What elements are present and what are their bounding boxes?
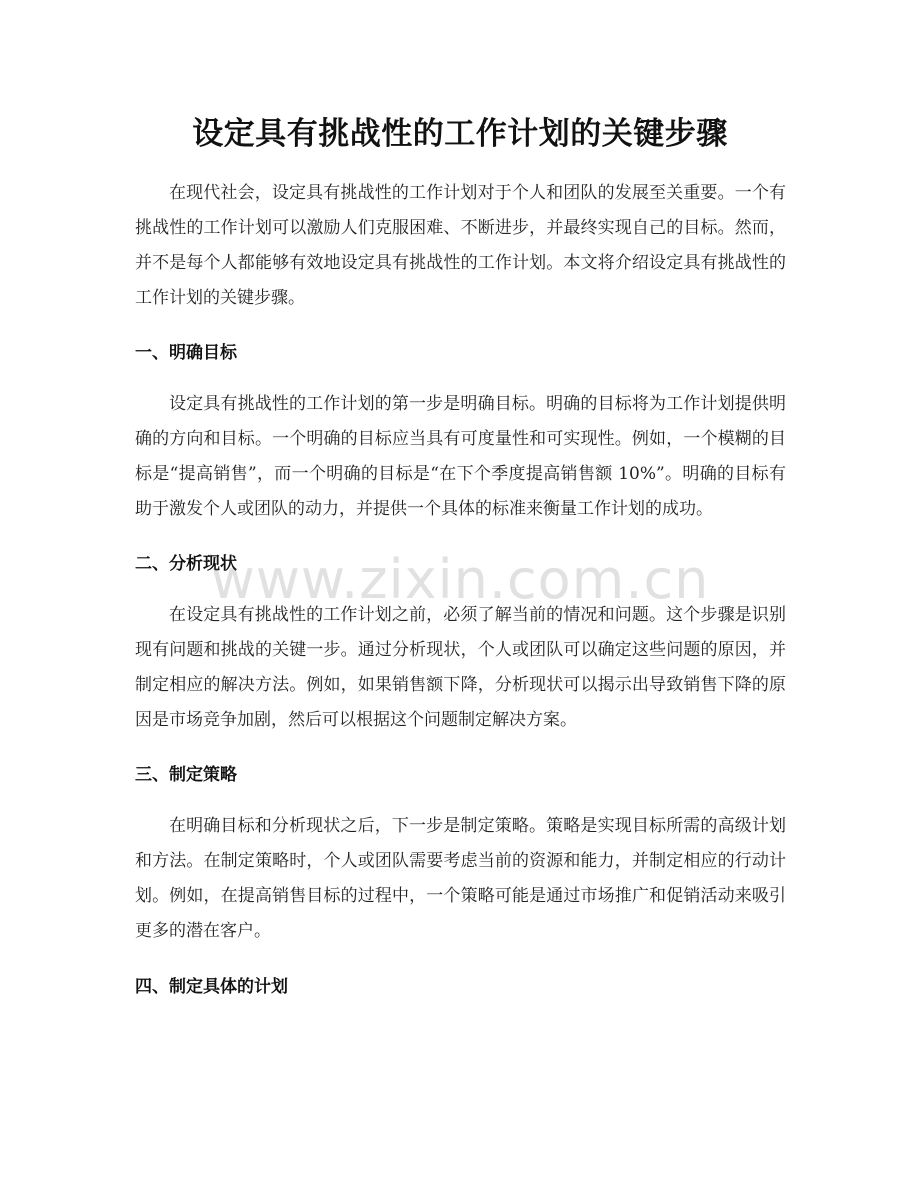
section-heading-plan: 四、制定具体的计划 bbox=[135, 977, 288, 997]
document-body bbox=[135, 176, 786, 1001]
section-body-goals: 设定具有挑战性的工作计划的第一步是明确目标。明确的目标将为工作计划提供明确的方向和目标。一个明确的目标应当具有可度量性和可实现性。例如，一个模糊的目标是“提高销售”，而一个明确的目标是“在下个季度提高销售额 10%”。明确的目标有助于激发个人或团队的动力，并提供一个具体的标准来衡量工作计划的成功。 bbox=[135, 394, 786, 519]
watermark-text: www.zixin.com.cn bbox=[210, 548, 710, 611]
document-title: 设定具有挑战性的工作计划的关键步骤 bbox=[192, 116, 728, 152]
section-body-strategy: 在明确目标和分析现状之后，下一步是制定策略。策略是实现目标所需的高级计划和方法。在制定策略时，个人或团队需要考虑当前的资源和能力，并制定相应的行动计划。例如，在提高销售目标的过程中，一个策略可能是通过市场推广和促销活动来吸引更多的潜在客户。 bbox=[135, 816, 786, 941]
section-heading-strategy: 三、制定策略 bbox=[135, 765, 237, 785]
section-body-analysis: 在设定具有挑战性的工作计划之前，必须了解当前的情况和问题。这个步骤是识别现有问题和挑战的关键一步。通过分析现状，个人或团队可以确定这些问题的原因，并制定相应的解决方法。例如，如果销售额下降，分析现状可以揭示出导致销售下降的原因是市场竞争加剧，然后可以根据这个问题制定解决方案。 bbox=[135, 605, 786, 730]
intro-paragraph: 在现代社会，设定具有挑战性的工作计划对于个人和团队的发展至关重要。一个有挑战性的工作计划可以激励人们克服困难、不断进步，并最终实现自己的目标。然而，并不是每个人都能够有效地设定具有挑战性的工作计划。本文将介绍设定具有挑战性的工作计划的关键步骤。 bbox=[135, 183, 786, 308]
section-heading-goals: 一、明确目标 bbox=[135, 343, 237, 363]
section-heading-analysis: 二、分析现状 bbox=[135, 554, 237, 574]
